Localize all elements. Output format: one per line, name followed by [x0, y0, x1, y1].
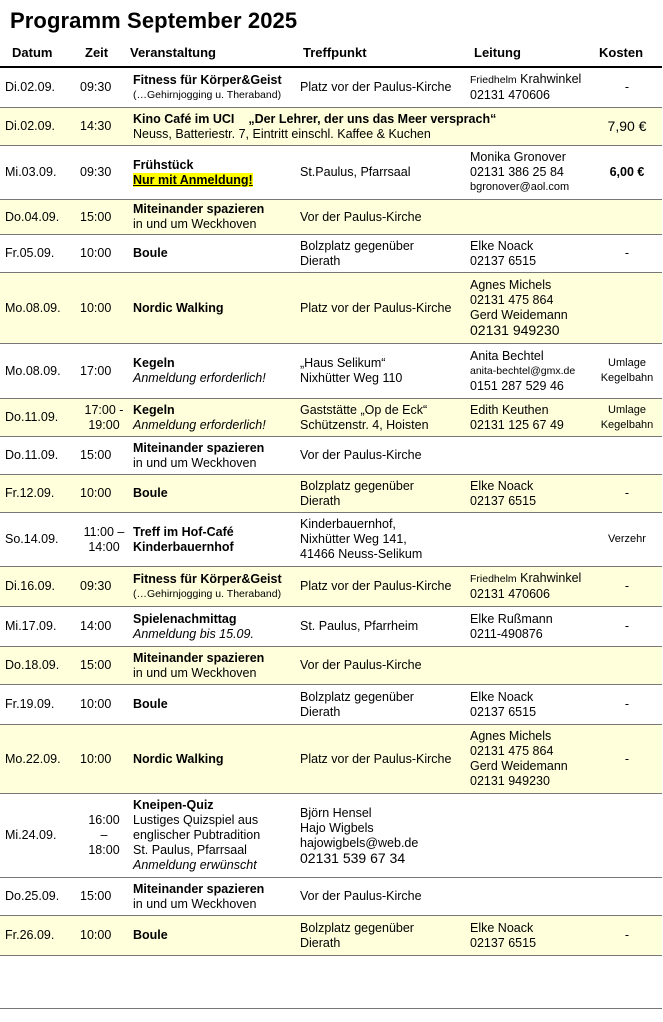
table-row	[0, 647, 662, 685]
row-place: St.Paulus, Pfarrsaal	[300, 165, 411, 179]
row-event-sub: in und um Weckhoven	[133, 665, 257, 680]
header-kosten: Kosten	[599, 45, 644, 60]
table-row	[0, 108, 662, 146]
row-lead-name: Edith Keuthen	[470, 402, 549, 417]
row-cost: -	[624, 246, 630, 260]
row-place2: Schützenstr. 4, Hoisten	[300, 417, 429, 432]
table-row	[0, 200, 662, 235]
row-lead-name: Elke Noack	[470, 238, 534, 253]
row-time: 15:00	[80, 209, 112, 224]
row-day: Fr.	[5, 246, 20, 260]
table-row	[0, 607, 662, 647]
row-place: Platz vor der Paulus-Kirche	[300, 579, 452, 593]
row-date: 11.09.	[24, 448, 59, 462]
row-date: 17.09.	[21, 619, 57, 633]
row-date: 24.09.	[21, 828, 57, 842]
row-place: Bolzplatz gegenüber	[300, 689, 414, 704]
row-lead-phone: 0151 287 529 46	[470, 378, 564, 393]
row-time: 17:00	[80, 363, 112, 378]
row-date: 11.09.	[24, 410, 59, 424]
row-time: 09:30	[80, 579, 112, 593]
row-cost2: Kegelbahn	[600, 418, 654, 431]
row-lead-phone: 02131 125 67 49	[470, 417, 564, 432]
header-datum: Datum	[12, 45, 53, 60]
row-time: 16:00	[88, 813, 120, 827]
row-cost: 7,90 €	[607, 118, 647, 134]
row-event-l4: St. Paulus, Pfarrsaal	[133, 843, 247, 857]
row-lead-last: Krahwinkel	[520, 72, 582, 86]
row-time: 09:30	[80, 165, 112, 179]
table-row	[0, 567, 662, 607]
page-title: Programm September 2025	[10, 8, 298, 33]
row-cost2: Kegelbahn	[600, 372, 654, 384]
row-cost: -	[624, 928, 630, 942]
row-event-l2: Lustiges Quizspiel aus	[133, 813, 259, 827]
row-day: Fr.	[5, 697, 20, 711]
row-day: Mi.	[5, 828, 22, 842]
table-row	[0, 916, 662, 956]
row-event: Treff im Hof-Café	[133, 524, 234, 539]
row-cost: Verzehr	[608, 533, 646, 545]
row-place: Bolzplatz gegenüber	[300, 238, 414, 253]
row-date: 08.09.	[25, 300, 61, 315]
row-lead-phone: 02131 470606	[470, 587, 550, 601]
row-date: 16.09.	[20, 579, 56, 593]
row-lead-phone: 02137 6515	[470, 704, 537, 719]
row-time: 10:00	[80, 751, 112, 766]
row-event-sub: Anmeldung erforderlich!	[133, 371, 266, 385]
row-event-sub: Neuss, Batteriestr. 7, Eintritt einschl. Kaffee & Kuchen	[133, 126, 431, 141]
bottom-divider	[0, 1008, 662, 1009]
row-lead-first: Friedhelm	[470, 74, 517, 86]
row-date: 26.09.	[19, 928, 55, 942]
row-lead-phone: 02137 6515	[470, 935, 537, 950]
row-lead-name: Elke Noack	[470, 920, 534, 935]
row-event: Nordic Walking	[133, 751, 224, 766]
row-day: Di.	[5, 119, 21, 133]
row-event-sub: in und um Weckhoven	[133, 455, 257, 470]
row-time: 10:00	[80, 928, 112, 942]
row-event: Kino Café im UCI	[133, 111, 235, 126]
row-cost: -	[624, 697, 630, 711]
row-event: Fitness für Körper&Geist	[133, 72, 282, 87]
row-cost: -	[624, 579, 630, 593]
row-lead-phone: 02131 470606	[470, 88, 550, 102]
row-day: Do.	[5, 209, 25, 224]
row-cost: -	[624, 619, 630, 633]
row-event: Kegeln	[133, 402, 175, 417]
row-time2: 14:00	[88, 539, 120, 554]
table-row	[0, 273, 662, 344]
row-time: 15:00	[80, 658, 112, 672]
row-day: Mi.	[5, 619, 22, 633]
row-event: Frühstück	[133, 157, 194, 172]
row-place: Kinderbauernhof,	[300, 517, 396, 531]
table-header	[0, 42, 662, 68]
row-place2: Nixhütter Weg 110	[300, 371, 403, 385]
row-date: 22.09.	[25, 751, 61, 766]
row-cost: -	[624, 486, 630, 500]
row-event: Spielenachmittag	[133, 611, 237, 626]
row-place: Vor der Paulus-Kirche	[300, 658, 422, 672]
row-event: Miteinander spazieren	[133, 202, 265, 216]
row-event-l3: englischer Pubtradition	[133, 828, 261, 842]
row-time2: 19:00	[88, 417, 120, 432]
row-event: Boule	[133, 246, 168, 260]
row-place3: hajowigbels@web.de	[300, 835, 419, 850]
row-day: Fr.	[5, 486, 20, 500]
row-event: Kneipen-Quiz	[133, 798, 214, 812]
row-place: Bolzplatz gegenüber	[300, 478, 414, 493]
row-date: 18.09.	[24, 658, 60, 672]
row-place: „Haus Selikum“	[300, 356, 386, 370]
row-time: 14:30	[80, 119, 112, 133]
table-row	[0, 513, 662, 567]
row-place2: Dierath	[300, 935, 341, 950]
row-day: Do.	[5, 410, 25, 424]
row-lead-phone: 02131 386 25 84	[470, 165, 564, 179]
row-day: Di.	[5, 80, 21, 94]
row-day: Do.	[5, 658, 25, 672]
row-time: 09:30	[80, 80, 112, 94]
row-lead-name2: Gerd Weidemann	[470, 308, 568, 322]
row-event-sub: Anmeldung erforderlich!	[133, 417, 266, 432]
table-row	[0, 437, 662, 475]
header-veranstaltung: Veranstaltung	[130, 45, 216, 60]
row-place: Gaststätte „Op de Eck“	[300, 402, 428, 417]
row-lead-name: Anita Bechtel	[470, 348, 544, 363]
row-lead-mail: bgronover@aol.com	[470, 181, 570, 193]
row-cost: Umlage	[608, 403, 646, 416]
row-time: 15:00	[80, 448, 112, 462]
row-place: Björn Hensel	[300, 805, 372, 820]
row-time-dash: –	[100, 828, 108, 842]
row-time: 17:00 -	[84, 402, 124, 417]
row-lead-phone2: 02131 949230	[470, 774, 550, 788]
table-row	[0, 725, 662, 794]
row-event: Boule	[133, 697, 168, 711]
row-place2: Hajo Wigbels	[300, 820, 374, 835]
row-day: Mo.	[5, 751, 26, 766]
row-lead-name: Agnes Michels	[470, 729, 552, 743]
row-place: Vor der Paulus-Kirche	[300, 448, 422, 462]
row-place3: 41466 Neuss-Selikum	[300, 547, 423, 561]
row-lead-name: Agnes Michels	[470, 278, 552, 292]
row-event-sub: Anmeldung erwünscht	[133, 858, 257, 872]
row-day: So.	[5, 532, 24, 546]
row-event-sub: in und um Weckhoven	[133, 896, 257, 911]
row-date: 12.09.	[19, 486, 55, 500]
row-time: 10:00	[80, 486, 112, 500]
table-row	[0, 344, 662, 399]
row-place2: Nixhütter Weg 141,	[300, 532, 407, 546]
row-event: Miteinander spazieren	[133, 440, 265, 455]
row-event: Boule	[133, 486, 168, 500]
row-event2: Kinderbauernhof	[133, 539, 234, 554]
row-place4: 02131 539 67 34	[300, 849, 406, 866]
table-row	[0, 399, 662, 437]
row-event: Fitness für Körper&Geist	[133, 571, 282, 586]
table-row	[0, 878, 662, 916]
row-lead-phone: 02131 475 864	[470, 744, 554, 758]
row-date: 08.09.	[25, 363, 61, 378]
row-event-sub: Anmeldung bis 15.09.	[133, 626, 254, 641]
row-event: Kegeln	[133, 356, 175, 370]
program-table	[0, 42, 662, 956]
row-cost: Umlage	[608, 357, 646, 369]
row-time2: 18:00	[88, 843, 120, 857]
row-date: 02.09.	[20, 80, 56, 94]
row-day: Do.	[5, 448, 25, 462]
row-place2: Dierath	[300, 253, 341, 268]
row-lead-name: Elke Noack	[470, 478, 534, 493]
row-place: Bolzplatz gegenüber	[300, 920, 414, 935]
row-lead-first: Friedhelm	[470, 573, 517, 585]
row-place: Platz vor der Paulus-Kirche	[300, 80, 452, 94]
row-lead-name: Elke Rußmann	[470, 611, 553, 626]
row-day: Mo.	[5, 363, 26, 378]
table-row	[0, 475, 662, 513]
row-lead-name2: Gerd Weidemann	[470, 759, 568, 773]
table-row	[0, 68, 662, 108]
row-event: Nordic Walking	[133, 300, 224, 315]
row-time: 14:00	[80, 619, 112, 633]
row-date: 04.09.	[24, 209, 60, 224]
row-lead-name: Elke Noack	[470, 689, 534, 704]
row-date: 14.09.	[23, 532, 59, 546]
row-lead-phone2: 02131 949230	[470, 322, 560, 338]
row-lead-name: Monika Gronover	[470, 150, 566, 164]
row-day: Mo.	[5, 300, 26, 315]
row-time: 11:00 –	[83, 524, 125, 539]
row-time: 10:00	[80, 300, 112, 315]
row-date: 05.09.	[19, 246, 55, 260]
registration-required-highlight: Nur mit Anmeldung!	[133, 172, 253, 187]
row-place: Platz vor der Paulus-Kirche	[300, 751, 452, 766]
row-place: Vor der Paulus-Kirche	[300, 889, 422, 903]
header-leitung: Leitung	[474, 45, 521, 60]
table-row	[0, 146, 662, 200]
row-place2: Dierath	[300, 493, 341, 508]
row-event: Boule	[133, 928, 168, 942]
row-lead-phone: 02137 6515	[470, 493, 537, 508]
row-time: 15:00	[80, 889, 112, 903]
row-day: Fr.	[5, 928, 20, 942]
row-day: Do.	[5, 889, 25, 903]
row-date: 25.09.	[24, 889, 60, 903]
row-lead-last: Krahwinkel	[520, 571, 582, 585]
table-row	[0, 794, 662, 878]
row-event: Miteinander spazieren	[133, 881, 265, 896]
row-lead-phone: 02137 6515	[470, 253, 537, 268]
row-lead-phone: 0211-490876	[470, 626, 543, 641]
table-row	[0, 685, 662, 725]
table-row	[0, 235, 662, 273]
row-event-sub: (…Gehirnjogging u. Theraband)	[133, 88, 282, 101]
row-place: Platz vor der Paulus-Kirche	[300, 300, 452, 315]
row-date: 02.09.	[20, 119, 56, 133]
row-event: Miteinander spazieren	[133, 650, 265, 665]
row-place: St. Paulus, Pfarrheim	[300, 619, 419, 633]
row-day: Mi.	[5, 165, 22, 179]
row-event-quote: „Der Lehrer, der uns das Meer versprach“	[248, 111, 497, 126]
row-day: Di.	[5, 579, 21, 593]
row-time: 10:00	[80, 697, 112, 711]
row-time: 10:00	[80, 246, 112, 260]
row-lead-mail: anita-bechtel@gmx.de	[470, 364, 576, 377]
row-event-sub: (…Gehirnjogging u. Theraband)	[133, 587, 282, 600]
row-lead-phone: 02131 475 864	[470, 293, 554, 307]
row-date: 03.09.	[21, 165, 57, 179]
row-event-sub: in und um Weckhoven	[133, 217, 257, 231]
header-zeit: Zeit	[85, 45, 109, 60]
row-cost: -	[624, 751, 630, 766]
header-treffpunkt: Treffpunkt	[303, 45, 367, 60]
row-cost: -	[624, 80, 630, 94]
row-place: Vor der Paulus-Kirche	[300, 209, 422, 224]
row-cost: 6,00 €	[609, 165, 645, 179]
row-place2: Dierath	[300, 704, 341, 719]
row-date: 19.09.	[19, 697, 55, 711]
